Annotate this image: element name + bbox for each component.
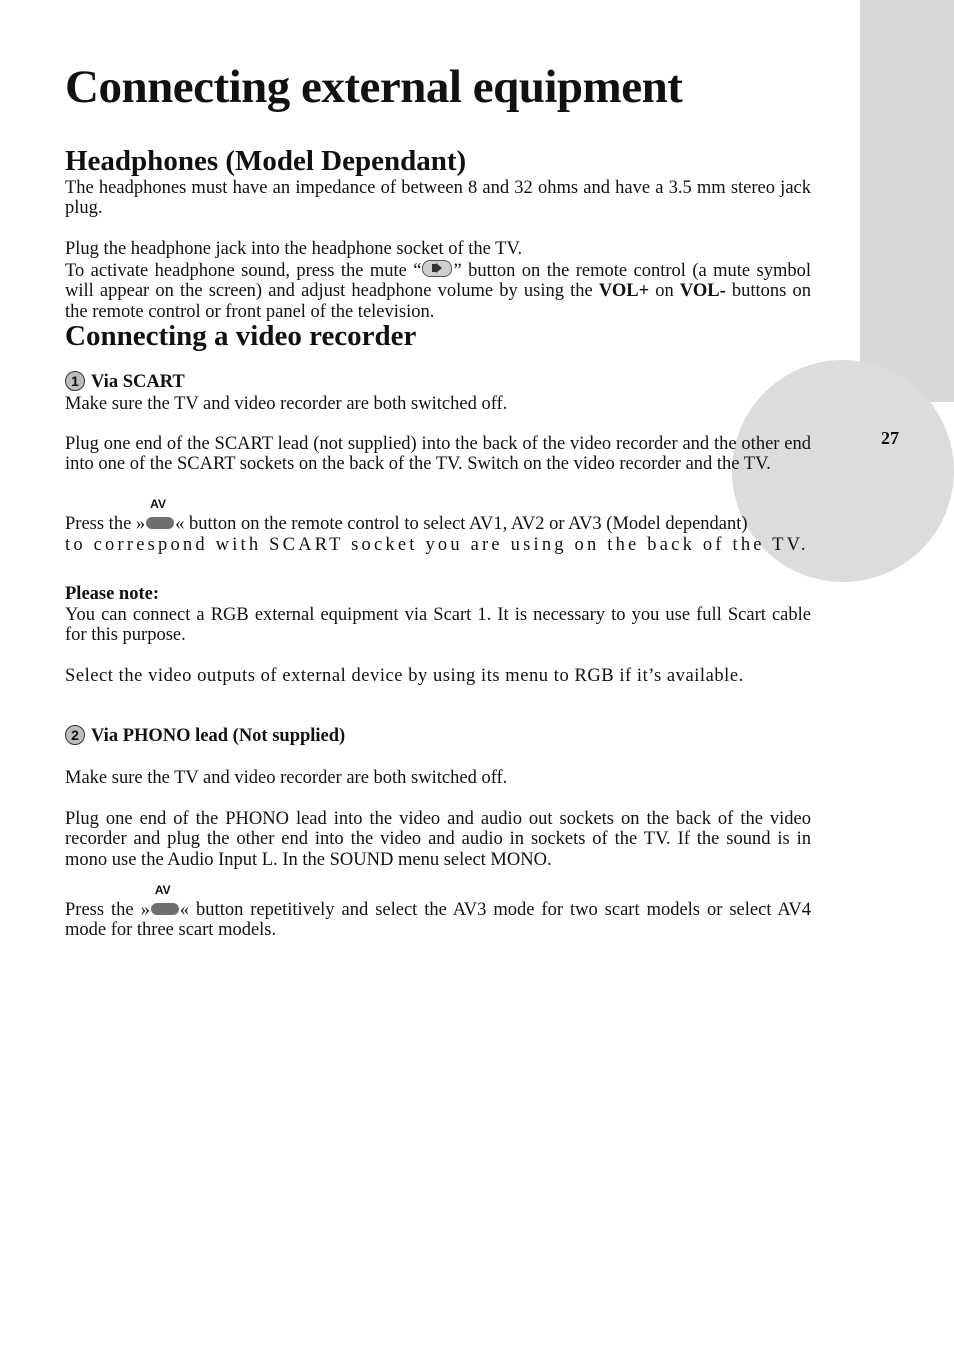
phono-press-pre: Press the »: [65, 900, 150, 920]
page-title: Connecting external equipment: [65, 61, 683, 113]
phono-press-post: « button repetitively and select the AV3 mode for two scart models or select AV4 mode for three scart models.: [65, 900, 811, 941]
scart-switch-off-text: Make sure the TV and video recorder are both switched off.: [65, 394, 508, 414]
av-button-icon: [146, 497, 174, 529]
please-note-heading: Please note:: [65, 584, 160, 604]
vol-plus-label: VOL+: [598, 281, 650, 302]
headphones-plug-text: Plug the headphone jack into the headphone socket of the TV.: [65, 239, 523, 259]
note-video-outputs-text: Select the video outputs of external device by using its menu to RGB if it’s available.: [65, 666, 744, 686]
vol-minus-label: VOL-: [679, 281, 726, 302]
step-2-icon: 2: [65, 725, 85, 745]
headphones-activate-pre: To activate headphone sound, press the mute “: [65, 261, 422, 281]
mute-speaker-icon: [422, 260, 452, 277]
side-tab-decoration: [860, 0, 954, 402]
phono-plug-text: Plug one end of the PHONO lead into the video and audio out sockets on the back of the video recorder and plug the other end into the video and audio in sockets of the TV. If the sound is in mono use the Audio Input L. In the SOUND menu select MONO.: [65, 809, 811, 870]
page-number: 27: [881, 428, 899, 448]
via-phono-label: Via PHONO lead (Not supplied): [91, 726, 346, 746]
scart-press-pre: Press the »: [65, 514, 146, 534]
headphones-activate-text: [65, 260, 811, 322]
step-1-icon: 1: [65, 371, 85, 391]
av-button-label: AV: [154, 883, 171, 897]
headphones-heading: Headphones (Model Dependant): [65, 145, 467, 177]
via-phono-heading: [65, 725, 345, 747]
scart-plug-text: Plug one end of the SCART lead (not supplied) into the back of the video recorder and the other end into one of the SCART sockets on the back of the TV. Switch on the video recorder and the TV.: [65, 434, 811, 475]
scart-press-av-text: [65, 497, 811, 534]
av-button-label: AV: [150, 497, 166, 511]
phono-switch-off-text: Make sure the TV and video recorder are both switched off.: [65, 768, 508, 788]
scart-press-post: « button on the remote control to select AV1, AV2 or AV3 (Model dependant): [175, 514, 748, 534]
scart-correspond-text: to correspond with SCART socket you are using on the back of the TV.: [65, 535, 809, 555]
headphones-impedance-text: The headphones must have an impedance of between 8 and 32 ohms and have a 3.5 mm stereo jack plug.: [65, 178, 811, 219]
via-scart-label: Via SCART: [91, 372, 185, 392]
av-button-icon: [151, 883, 179, 915]
via-scart-heading: [65, 371, 185, 393]
phono-press-av-text: [65, 883, 811, 941]
headphones-activate-post: ” button on the remote control (a mute symbol will appear on the screen) and adjust headphone volume by using the: [65, 261, 811, 302]
video-recorder-heading: Connecting a video recorder: [65, 320, 417, 352]
on-text: on: [649, 281, 680, 302]
headphones-activate-end: buttons on the remote control or front panel of the television.: [65, 281, 812, 322]
note-rgb-text: You can connect a RGB external equipment via Scart 1. It is necessary to you use full Scart cable for this purpose.: [65, 605, 811, 646]
